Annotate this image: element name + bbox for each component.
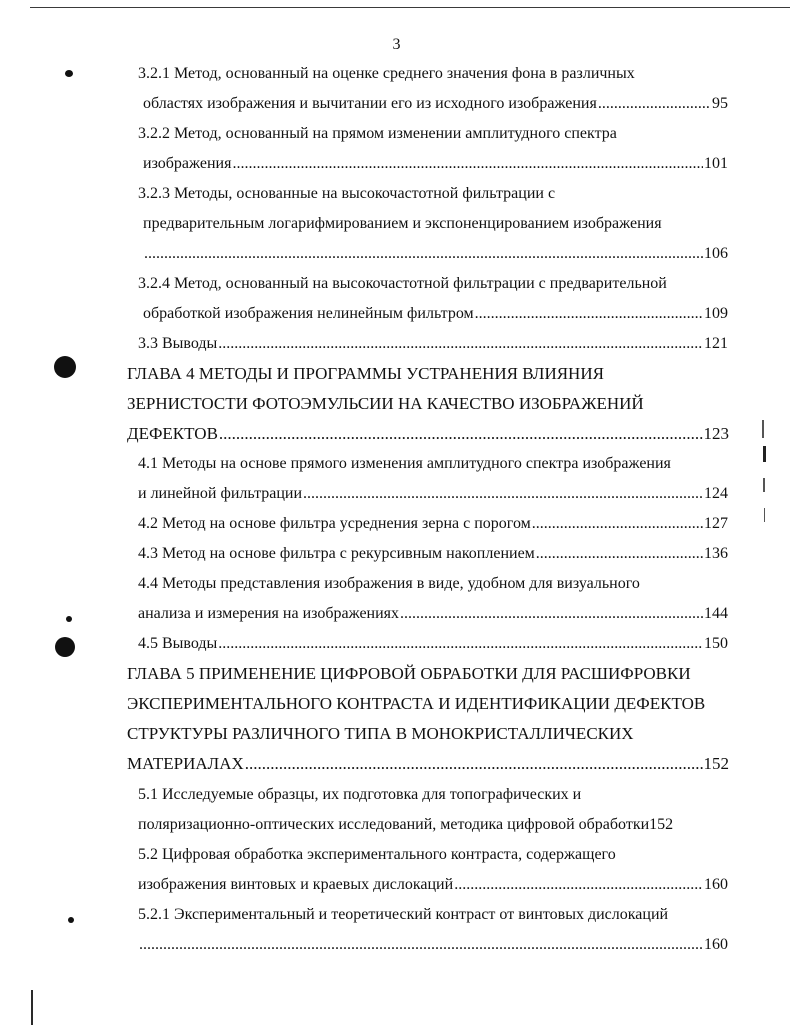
toc-line: 4.1 Методы на основе прямого изменения амплитудного спектра изображения <box>138 455 671 472</box>
scan-edge-mark <box>762 420 764 438</box>
toc-line: 5.2 Цифровая обработка экспериментального контраста, содержащего <box>138 846 616 863</box>
toc-page: 144 <box>704 605 728 622</box>
toc-page: 152 <box>703 754 729 773</box>
scan-left-border <box>31 990 33 1025</box>
toc-line: 4.2 Метод на основе фильтра усреднения зерна с порогом ..... 127 <box>138 513 728 535</box>
toc-page: 136 <box>704 545 728 562</box>
toc-line: 3.2.1 Метод, основанный на оценке среднего значения фона в различных <box>138 65 635 82</box>
toc-page: 121 <box>704 335 728 352</box>
toc-page: 101 <box>704 155 728 172</box>
chapter-heading: ЭКСПЕРИМЕНТАЛЬНОГО КОНТРАСТА И ИДЕНТИФИКАЦИИ ДЕФЕКТОВ <box>127 694 706 713</box>
toc-page: 160 <box>704 936 728 953</box>
toc-page: 160 <box>704 876 728 893</box>
toc-line: изображения винтовых и краевых дислокаций ..... 160 <box>138 874 728 896</box>
scan-edge-mark <box>764 508 765 522</box>
toc-line: анализа и измерения на изображениях ..... 144 <box>138 603 728 625</box>
toc-line: 4.5 Выводы ..... 150 <box>138 633 728 655</box>
toc-line: 5.1 Исследуемые образцы, их подготовка для топографических и <box>138 786 582 803</box>
toc-line: 3.3 Выводы ..... 121 <box>138 333 728 355</box>
chapter-heading: МАТЕРИАЛАХ ..... 152 <box>127 753 729 775</box>
toc-line <box>138 934 728 956</box>
toc-line: 3.2.2 Метод, основанный на прямом изменении амплитудного спектра <box>138 125 617 142</box>
binder-hole <box>55 637 75 657</box>
toc-page: 95 <box>712 95 728 112</box>
toc-line: обработкой изображения нелинейным фильтром ..... 109 <box>143 303 728 325</box>
chapter-heading: ГЛАВА 5 ПРИМЕНЕНИЕ ЦИФРОВОЙ ОБРАБОТКИ ДЛЯ РАСШИФРОВКИ <box>127 664 691 683</box>
toc-page: 124 <box>704 485 728 502</box>
toc-page: 109 <box>704 305 728 322</box>
binder-mark <box>68 917 74 923</box>
scan-top-border <box>30 7 790 8</box>
toc-line: областях изображения и вычитании его из исходного изображения ..... 95 <box>143 93 728 115</box>
binder-mark <box>65 70 73 77</box>
toc-page: 127 <box>704 515 728 532</box>
toc-line: 4.4 Методы представления изображения в виде, удобном для визуального <box>138 575 640 592</box>
binder-mark <box>66 616 72 622</box>
scan-edge-mark <box>763 478 765 492</box>
page-number: 3 <box>392 36 401 53</box>
scan-edge-mark <box>763 446 766 462</box>
binder-hole <box>54 356 76 378</box>
toc-line: 4.3 Метод на основе фильтра с рекурсивным накоплением ..... 136 <box>138 543 728 565</box>
toc-page: 123 <box>703 424 729 443</box>
toc-line: изображения ..... 101 <box>143 153 728 175</box>
chapter-heading: ЗЕРНИСТОСТИ ФОТОЭМУЛЬСИИ НА КАЧЕСТВО ИЗОБРАЖЕНИЙ <box>127 394 644 413</box>
toc-line: и линейной фильтрации ..... 124 <box>138 483 728 505</box>
chapter-heading: ДЕФЕКТОВ ..... 123 <box>127 423 729 445</box>
toc-page: 150 <box>704 635 728 652</box>
chapter-heading: СТРУКТУРЫ РАЗЛИЧНОГО ТИПА В МОНОКРИСТАЛЛИЧЕСКИХ <box>127 724 634 743</box>
toc-page: 106 <box>704 245 728 262</box>
chapter-heading: ГЛАВА 4 МЕТОДЫ И ПРОГРАММЫ УСТРАНЕНИЯ ВЛИЯНИЯ <box>127 364 604 383</box>
toc-line: 5.2.1 Экспериментальный и теоретический контраст от винтовых дислокаций <box>138 906 669 923</box>
toc-line <box>143 243 728 265</box>
toc-line: предварительным логарифмированием и экспоненцированием изображения <box>143 215 662 232</box>
toc-line: 3.2.3 Методы, основанные на высокочастотной фильтрации с <box>138 185 556 202</box>
toc-page: 152 <box>649 816 674 833</box>
toc-line: 3.2.4 Метод, основанный на высокочастотной фильтрации с предварительной <box>138 275 667 292</box>
toc-line: поляризационно-оптических исследований, методика цифровой обработки 152 <box>138 814 728 836</box>
